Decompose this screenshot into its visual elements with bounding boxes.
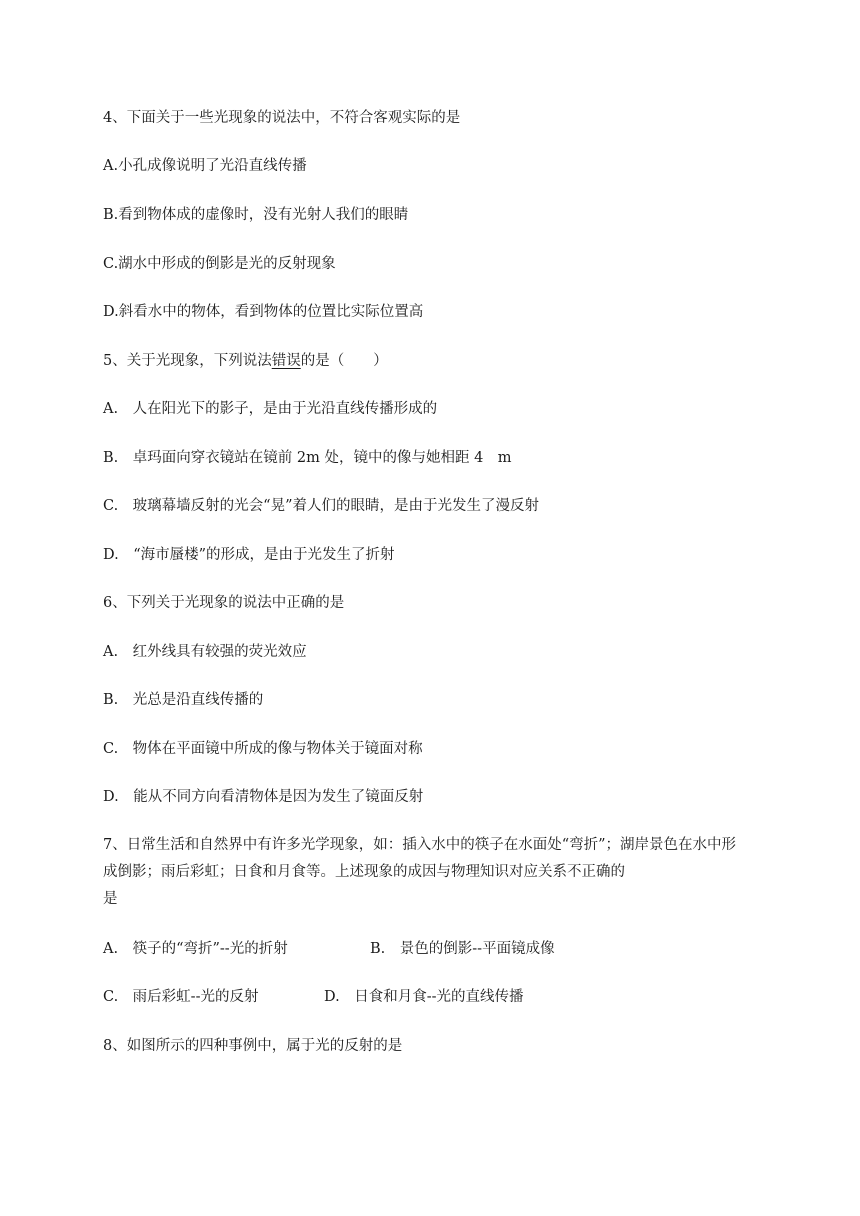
question-6-option-a: A. 红外线具有较强的荧光效应 — [103, 644, 307, 660]
question-4-option-c: C.湖水中形成的倒影是光的反射现象 — [103, 256, 336, 272]
question-5-stem-before: 5、关于光现象，下列说法 — [103, 353, 272, 369]
question-7-options-row-1 — [103, 939, 555, 959]
question-8-stem: 8、如图所示的四种事例中，属于光的反射的是 — [103, 1038, 403, 1054]
question-5-stem-underlined: 错误 — [271, 353, 301, 369]
question-7-option-a: A. 筷子的“弯折”--光的折射 — [103, 941, 288, 957]
question-7-stem-line-1: 7、日常生活和自然界中有许多光学现象，如：插入水中的筷子在水面处“弯折”；湖岸景色在水中形 — [103, 837, 737, 853]
question-5-stem-after: 的是（ ） — [300, 353, 388, 369]
question-6-stem: 6、下列关于光现象的说法中正确的是 — [103, 595, 345, 611]
question-5-option-a: A. 人在阳光下的影子，是由于光沿直线传播形成的 — [103, 401, 438, 417]
question-5-option-c: C. 玻璃幕墙反射的光会“晃”着人们的眼睛，是由于光发生了漫反射 — [103, 498, 540, 514]
question-5-option-d: D. “海市蜃楼”的形成，是由于光发生了折射 — [103, 547, 395, 563]
question-5-stem — [103, 351, 388, 371]
question-6-option-d: D. 能从不同方向看清物体是因为发生了镜面反射 — [103, 789, 424, 805]
question-7-option-d: D. 日食和月食--光的直线传播 — [324, 989, 524, 1005]
question-7-options-row-2 — [103, 987, 524, 1007]
question-4-option-a: A.小孔成像说明了光沿直线传播 — [103, 158, 307, 174]
question-6-option-b: B. 光总是沿直线传播的 — [103, 692, 264, 708]
question-7-stem-line-2: 成倒影；雨后彩虹；日食和月食等。上述现象的成因与物理知识对应关系不正确的 — [103, 864, 625, 880]
question-4-option-b: B.看到物体成的虚像时，没有光射人我们的眼睛 — [103, 207, 409, 223]
question-7-option-c: C. 雨后彩虹--光的反射 — [103, 989, 259, 1005]
question-7-option-b: B. 景色的倒影--平面镜成像 — [370, 941, 555, 957]
question-6-option-c: C. 物体在平面镜中所成的像与物体关于镜面对称 — [103, 741, 423, 757]
question-4-stem: 4、下面关于一些光现象的说法中，不符合客观实际的是 — [103, 110, 461, 126]
question-7-stem-line-3: 是 — [103, 891, 118, 907]
question-5-option-b: B. 卓玛面向穿衣镜站在镜前 2m 处，镜中的像与她相距 4 m — [103, 450, 512, 466]
question-4-option-d: D.斜看水中的物体，看到物体的位置比实际位置高 — [103, 304, 424, 320]
